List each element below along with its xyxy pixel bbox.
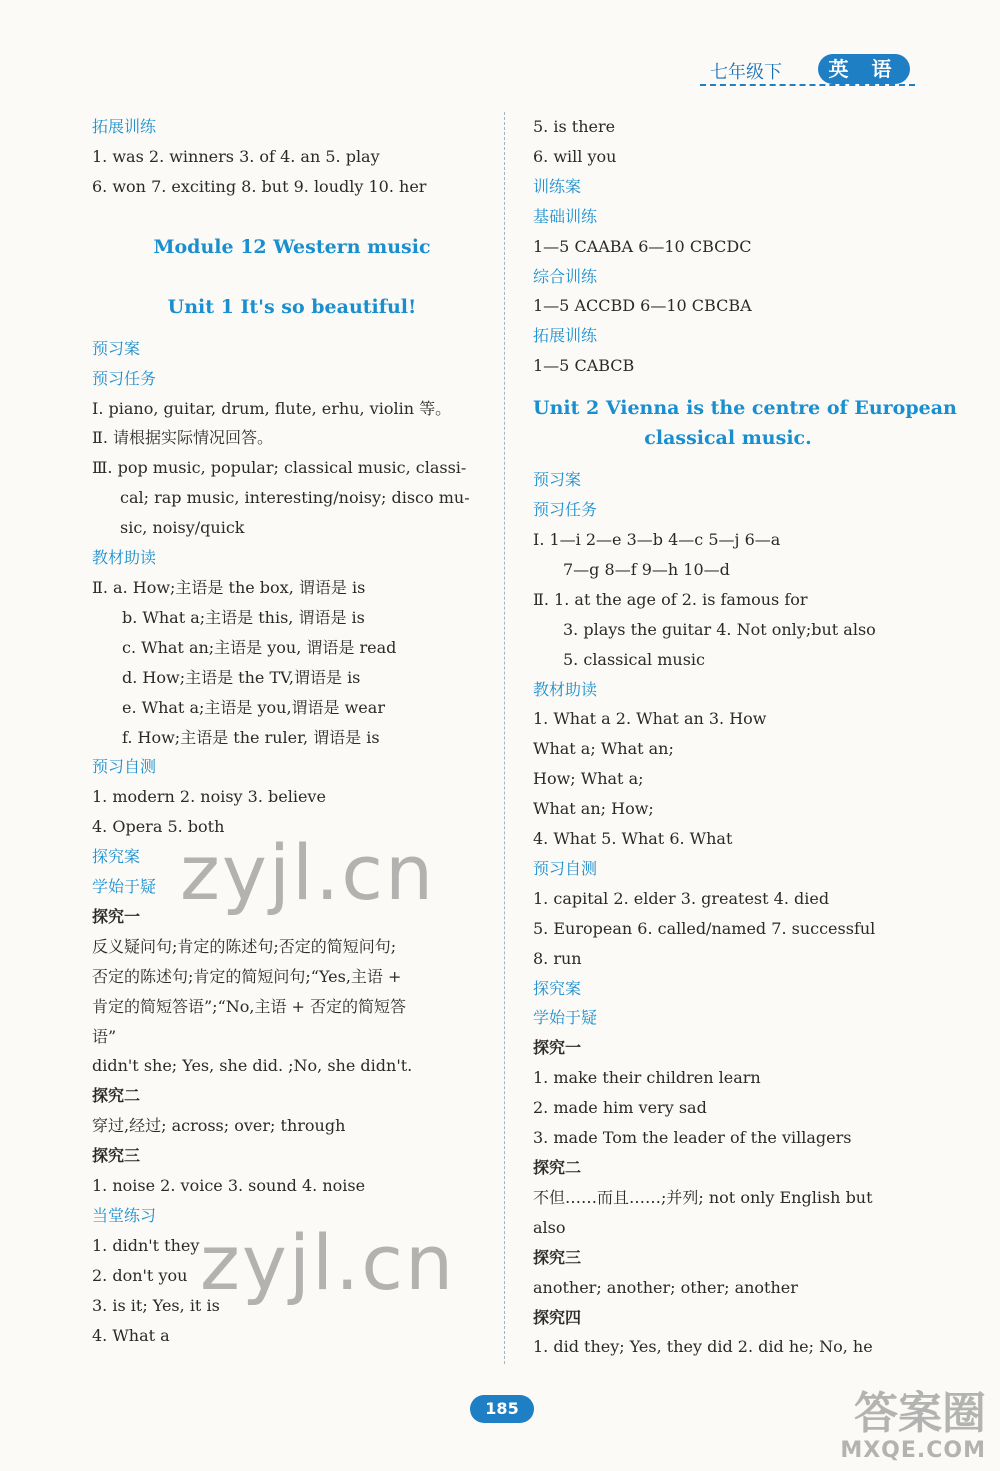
page-header (700, 50, 915, 90)
answer-line: 否定的陈述句;肯定的简短问句;“Yes,主语 + (92, 966, 402, 986)
section-heading: 教材助读 (92, 548, 157, 568)
answer-line: 1. capital 2. elder 3. greatest 4. died (533, 888, 830, 908)
unit-title: Unit 1 It's so beautiful! (167, 295, 417, 318)
corner-watermark-title: 答案圈 (854, 1388, 986, 1439)
answer-line: 1. noise 2. voice 3. sound 4. noise (92, 1176, 366, 1196)
answer-line: Ⅱ. 1. at the age of 2. is famous for (533, 589, 808, 609)
answer-line: c. What an;主语是 you, 谓语是 read (122, 637, 397, 657)
answer-line: 7—g 8—f 9—h 10—d (563, 559, 730, 579)
section-heading: 教材助读 (533, 679, 598, 699)
corner-watermark (840, 1390, 986, 1463)
section-heading: 探究案 (533, 978, 582, 998)
answer-line: Ⅱ. a. How;主语是 the box, 谓语是 is (92, 577, 366, 597)
answer-line: 8. run (533, 948, 582, 968)
section-heading: 当堂练习 (92, 1206, 157, 1225)
answer-line: 6. will you (533, 146, 617, 166)
answer-line: 2. don't you (92, 1265, 188, 1285)
answer-line: Ⅲ. pop music, popular; classical music, classi- (92, 458, 467, 478)
spacer (92, 202, 492, 232)
answer-line: sic, noisy/quick (120, 518, 245, 538)
answer-line: 4. What a (92, 1325, 170, 1345)
answer-line: 1. make their children learn (533, 1068, 761, 1088)
section-heading: 预习任务 (533, 500, 598, 520)
inquiry-heading: 探究二 (92, 1086, 141, 1106)
answer-line: Ⅰ. piano, guitar, drum, flute, erhu, violin 等。 (92, 398, 452, 418)
answer-line: 1—5 CABCB (533, 356, 635, 376)
answer-line: 1—5 CAABA 6—10 CBCDC (533, 236, 752, 256)
section-heading: 探究案 (92, 847, 141, 867)
answer-line: didn't she; Yes, she did. ;No, she didn't. (92, 1056, 413, 1076)
inquiry-heading: 探究四 (533, 1307, 582, 1327)
answer-line: 肯定的简短答语”;“No,主语 + 否定的简短答 (92, 996, 407, 1016)
section-heading: 预习案 (92, 338, 141, 358)
answer-line: Ⅱ. 请根据实际情况回答。 (92, 428, 274, 448)
answer-line: 1. did they; Yes, they did 2. did he; No, he (533, 1337, 873, 1357)
answer-line: 4. What 5. What 6. What (533, 829, 733, 849)
watermark: zyjl.cn (180, 828, 436, 917)
column-divider (504, 112, 505, 1364)
answer-line: 5. classical music (563, 649, 705, 669)
corner-watermark-url: MXQE.COM (840, 1438, 986, 1463)
section-heading: 拓展训练 (533, 326, 598, 346)
answer-line: 1. What a 2. What an 3. How (533, 709, 767, 729)
answer-line: 穿过,经过; across; over; through (92, 1116, 346, 1136)
answer-line: 4. Opera 5. both (92, 817, 225, 837)
answer-line: 不但……而且……;并列; not only English but (533, 1187, 873, 1207)
answer-line: also (533, 1217, 566, 1237)
inquiry-heading: 探究二 (533, 1158, 582, 1177)
section-heading: 学始于疑 (92, 877, 157, 897)
inquiry-heading: 探究一 (92, 906, 141, 926)
subject-badge: 英 语 (818, 54, 910, 84)
section-heading: 预习案 (533, 470, 582, 490)
section-heading: 预习任务 (92, 368, 157, 388)
answer-line: 2. made him very sad (533, 1098, 707, 1118)
answer-line: Ⅰ. 1—i 2—e 3—b 4—c 5—j 6—a (533, 529, 781, 549)
spacer (533, 453, 923, 465)
section-heading: 基础训练 (533, 206, 598, 226)
inquiry-heading: 探究三 (533, 1247, 582, 1267)
answer-line: 5. European 6. called/named 7. successful (533, 918, 876, 938)
answer-line: b. What a;主语是 this, 谓语是 is (122, 607, 365, 627)
answer-line: 3. plays the guitar 4. Not only;but also (563, 619, 876, 639)
answer-line: 语” (92, 1026, 117, 1046)
answer-line: 反义疑问句;肯定的陈述句;否定的简短问句; (92, 936, 397, 956)
left-column (92, 112, 492, 1351)
spacer (92, 322, 492, 334)
unit-title: Module 12 Western music (153, 235, 431, 258)
answer-line: 1. modern 2. noisy 3. believe (92, 787, 326, 807)
section-heading: 拓展训练 (92, 117, 157, 136)
right-column (533, 112, 957, 1362)
answer-line: How; What a; (533, 769, 644, 789)
inquiry-heading: 探究一 (533, 1038, 582, 1058)
answer-line: cal; rap music, interesting/noisy; disco mu- (120, 488, 470, 508)
spacer (92, 262, 492, 292)
section-heading: 预习自测 (533, 858, 598, 878)
section-heading: 学始于疑 (533, 1008, 598, 1028)
inquiry-heading: 探究三 (92, 1146, 141, 1166)
answer-line: e. What a;主语是 you,谓语是 wear (122, 697, 385, 717)
answer-line: d. How;主语是 the TV,谓语是 is (122, 667, 361, 687)
page-number: 185 (470, 1395, 534, 1423)
grade-label: 七年级下 (710, 62, 782, 83)
answer-line: 3. is it; Yes, it is (92, 1295, 220, 1315)
answer-line: 5. is there (533, 117, 616, 136)
answer-line: 1—5 ACCBD 6—10 CBCBA (533, 296, 752, 316)
section-heading: 训练案 (533, 176, 582, 196)
answer-line: another; another; other; another (533, 1277, 798, 1297)
unit-title: Unit 2 Vienna is the centre of European (533, 397, 957, 420)
spacer (533, 381, 923, 393)
answer-line: 3. made Tom the leader of the villagers (533, 1128, 852, 1148)
answer-line: What a; What an; (533, 739, 674, 759)
answer-line: 1. was 2. winners 3. of 4. an 5. play (92, 146, 380, 166)
answer-line: 6. won 7. exciting 8. but 9. loudly 10. her (92, 176, 427, 196)
section-heading: 综合训练 (533, 266, 598, 286)
answer-line: f. How;主语是 the ruler, 谓语是 is (122, 727, 380, 747)
section-heading: 预习自测 (92, 757, 157, 777)
answer-line: 1. didn't they (92, 1235, 200, 1255)
answer-line: What an; How; (533, 799, 654, 819)
header-divider (700, 84, 915, 86)
unit-title: classical music. (644, 427, 812, 450)
watermark: zyjl.cn (200, 1218, 456, 1307)
